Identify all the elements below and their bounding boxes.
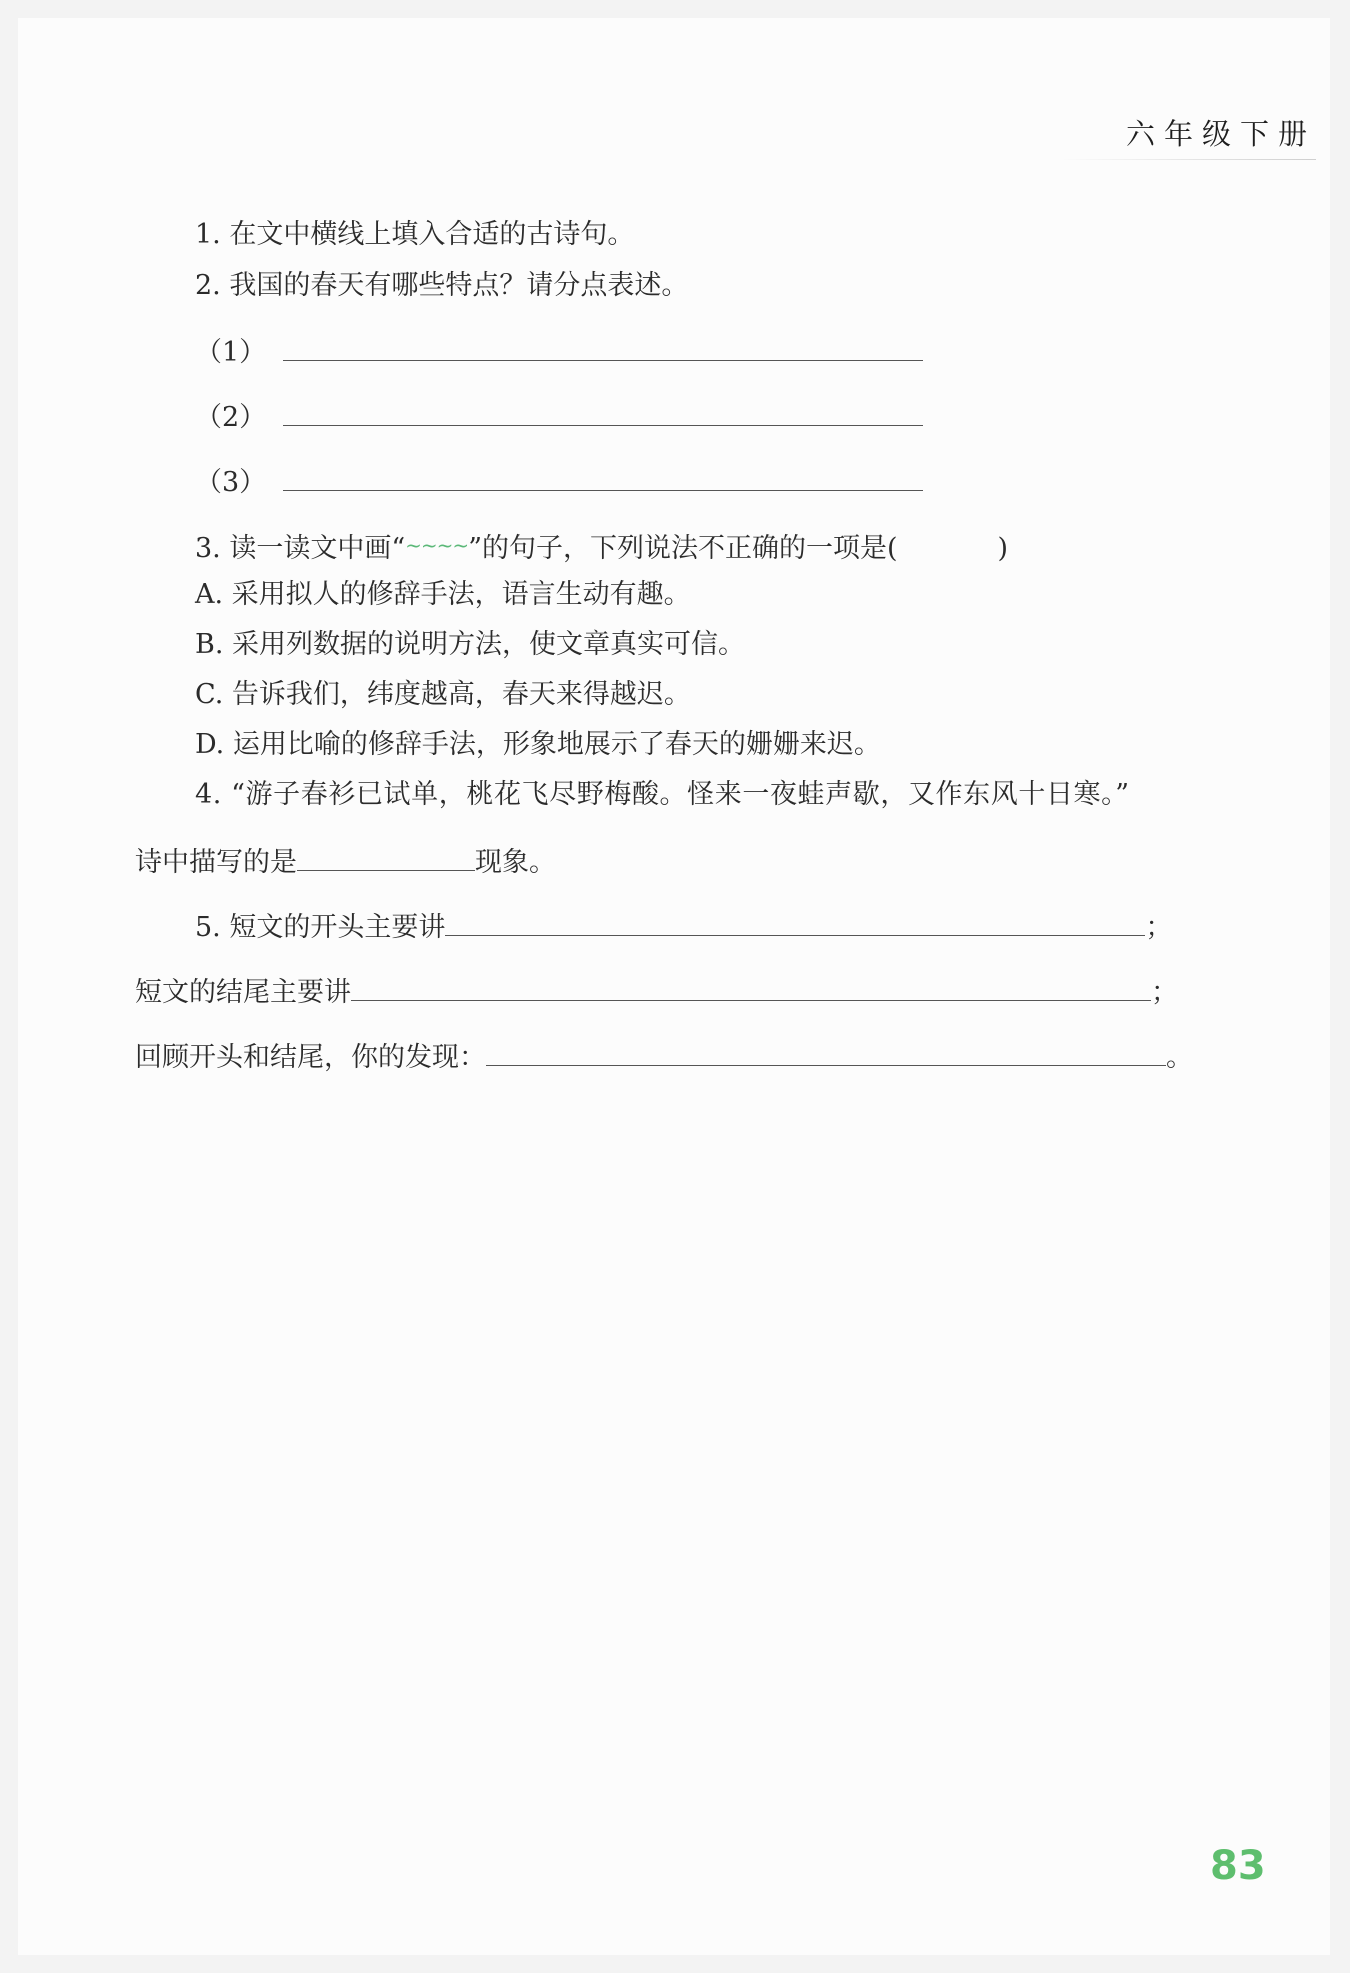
question-4-poem: 4. “游子春衫已试单，桃花飞尽野梅酸。怪来一夜蛙声歇，又作东风十日寒。” bbox=[195, 779, 1130, 810]
q3-option-d: D. 运用比喻的修辞手法，形象地展示了春天的姗姗来迟。 bbox=[195, 729, 881, 760]
question-5-row-2 bbox=[135, 974, 1178, 1009]
question-1: 1. 在文中横线上填入合适的古诗句。 bbox=[195, 219, 635, 250]
period: 。 bbox=[1166, 1042, 1193, 1073]
q2-answer-row-3 bbox=[195, 464, 923, 499]
q3-suffix: ”的句子，下列说法不正确的一项是( bbox=[468, 533, 898, 564]
q5-line1-label: 5. 短文的开头主要讲 bbox=[195, 912, 446, 943]
page-number: 83 bbox=[1210, 1843, 1266, 1889]
q2-answer-3-blank[interactable] bbox=[283, 464, 923, 491]
q3-close-paren: ) bbox=[997, 533, 1009, 564]
q5-line2-label: 短文的结尾主要讲 bbox=[135, 977, 351, 1008]
question-5-row-1 bbox=[195, 909, 1172, 944]
q3-option-b: B. 采用列数据的说明方法，使文章真实可信。 bbox=[195, 629, 746, 660]
q3-option-a: A. 采用拟人的修辞手法，语言生动有趣。 bbox=[195, 579, 691, 610]
q5-beginning-blank[interactable] bbox=[445, 909, 1145, 936]
wavy-line-mark: ~~~~ bbox=[405, 533, 469, 557]
question-5-row-3 bbox=[135, 1039, 1193, 1074]
q3-option-c: C. 告诉我们，纬度越高，春天来得越迟。 bbox=[195, 679, 691, 710]
q5-ending-blank[interactable] bbox=[351, 974, 1151, 1001]
question-3 bbox=[195, 529, 1008, 565]
q2-answer-2-blank[interactable] bbox=[283, 399, 923, 426]
q2-item-label: （2） bbox=[195, 402, 267, 433]
grade-label: 六年级下册 bbox=[1125, 117, 1316, 151]
q2-item-label: （1） bbox=[195, 337, 267, 368]
q4-prefix: 诗中描写的是 bbox=[135, 847, 297, 878]
q5-line3-label: 回顾开头和结尾，你的发现： bbox=[135, 1042, 486, 1073]
q2-answer-row-1 bbox=[195, 334, 923, 369]
q2-answer-1-blank[interactable] bbox=[283, 334, 923, 361]
q2-item-label: （3） bbox=[195, 467, 267, 498]
semicolon: ； bbox=[1145, 912, 1173, 943]
question-2: 2. 我国的春天有哪些特点？请分点表述。 bbox=[195, 270, 689, 301]
q5-discovery-blank[interactable] bbox=[486, 1039, 1166, 1066]
q3-prefix: 3. 读一读文中画“ bbox=[195, 533, 406, 564]
q2-answer-row-2 bbox=[195, 399, 923, 434]
question-4-answer-row bbox=[135, 844, 556, 879]
semicolon: ； bbox=[1151, 977, 1178, 1008]
q4-suffix: 现象。 bbox=[475, 847, 556, 878]
header-divider bbox=[1060, 159, 1316, 160]
q4-answer-blank[interactable] bbox=[297, 844, 475, 871]
